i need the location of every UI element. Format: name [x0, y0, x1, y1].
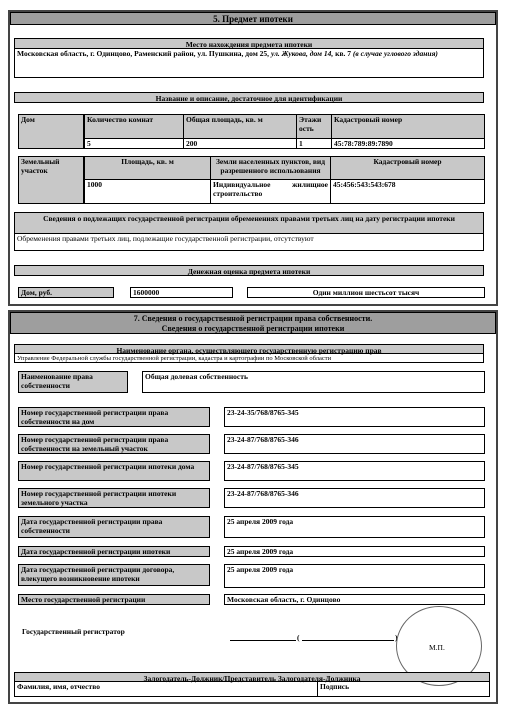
house-header-floors: Этажи ость [296, 114, 332, 139]
land-header-cadastral: Кадастровый номер [330, 156, 485, 180]
right-value: Общая долевая собственность [142, 371, 485, 393]
row-value-5: 25 апреля 2009 года [224, 546, 485, 557]
row-label-1: Номер государственной регистрации права собственности на земельный участок [18, 434, 210, 454]
row-label-4: Дата государственной регистрации права собственности [18, 516, 210, 538]
row-value-3: 23-24-87/768/8765-346 [224, 488, 485, 508]
land-label: Земельный участок [18, 156, 84, 204]
row-label-5: Дата государственной регистрации ипотеки [18, 546, 210, 557]
land-value-cadastral: 45:456:543:543:678 [330, 179, 485, 204]
registrar-label: Государственный регистратор [22, 627, 125, 636]
row-label-6: Дата государственной регистрации договора, влекущего возникновение ипотеки [18, 564, 210, 586]
land-header-usage: Земли населенных пунктов, вид разрешенного использования [210, 156, 331, 180]
address-note: (в случае углового здания) [352, 49, 438, 58]
house-header-area: Общая площадь, кв. м [183, 114, 297, 139]
valuation-header: Денежная оценка предмета ипотеки [14, 265, 484, 276]
row-value-0: 23-24-35/768/8765-345 [224, 407, 485, 427]
house-label: Дом [18, 114, 84, 149]
row-label-2: Номер государственной регистрации ипотеки дома [18, 461, 210, 481]
valuation-words: Один миллион шестьсот тысяч [247, 287, 485, 298]
authority-header: Наименование органа, осуществляющего государственную регистрацию прав [14, 344, 484, 354]
encumbrance-header: Сведения о подлежащих государственной регистрации обременениях правами третьих лиц на дату регистрации ипотеки [14, 212, 484, 234]
registrar-name-line[interactable] [302, 631, 394, 641]
address-value [14, 48, 484, 78]
sig-open-paren: ( [297, 633, 300, 642]
house-value-floors: 1 [296, 138, 332, 149]
row-value-6: 25 апреля 2009 года [224, 564, 485, 588]
mortgagor-header: Залогодатель-Должник/Представитель Залогодателя-Должника [14, 672, 490, 682]
encumbrance-value: Обременения правами третьих лиц, подлежащие государственной регистрации, отсутствуют [14, 233, 484, 251]
right-label: Наименование права собственности [18, 371, 128, 393]
valuation-number: 1600000 [130, 287, 233, 298]
authority-value: Управление Федеральной службы государственной регистрации, кадастра и картографии по Московской области [14, 353, 484, 363]
location-header: Место нахождения предмета ипотеки [14, 38, 484, 49]
house-value-cadastral: 45:78:789:89:7890 [331, 138, 485, 149]
row-value-1: 23-24-87/768/8765-346 [224, 434, 485, 454]
address-tail: кв. 7 [333, 49, 353, 58]
address-plain: Московская область, г. Одинцово, Раменский район, ул. Пушкина, дом 25, [17, 49, 271, 58]
valuation-label: Дом, руб. [18, 287, 114, 298]
section7-title-line1: 7. Сведения о государственной регистрации права собственности. [133, 314, 373, 323]
section7-title-line2: Сведения о государственной регистрации ипотеки [161, 323, 345, 333]
section5-title: 5. Предмет ипотеки [10, 12, 496, 25]
house-value-rooms: 5 [84, 138, 184, 149]
row-value-7: Московская область, г. Одинцово [224, 594, 485, 605]
house-header-cadastral: Кадастровый номер [331, 114, 485, 139]
row-label-7: Место государственной регистрации [18, 594, 210, 605]
address-italic: ул. Жукова, дом 14, [270, 49, 334, 58]
stamp-label: М.П. [429, 643, 445, 652]
registrar-signature-line[interactable] [230, 631, 296, 641]
description-header: Название и описание, достаточное для идентификации [14, 92, 484, 103]
land-value-usage: Индивидуальное жилищное строительство [210, 179, 331, 204]
mortgagor-name-label: Фамилия, имя, отчество [14, 681, 318, 697]
row-label-0: Номер государственной регистрации права собственности на дом [18, 407, 210, 427]
house-header-rooms: Количество комнат [84, 114, 184, 139]
row-label-3: Номер государственной регистрации ипотеки земельного участка [18, 488, 210, 508]
mortgagor-sign-label: Подпись [317, 681, 490, 697]
section7-title [10, 312, 496, 334]
house-value-area: 200 [183, 138, 297, 149]
land-header-area: Площадь, кв. м [84, 156, 211, 180]
land-value-area: 1000 [84, 179, 211, 204]
row-value-4: 25 апреля 2009 года [224, 516, 485, 538]
row-value-2: 23-24-87/768/8765-345 [224, 461, 485, 481]
